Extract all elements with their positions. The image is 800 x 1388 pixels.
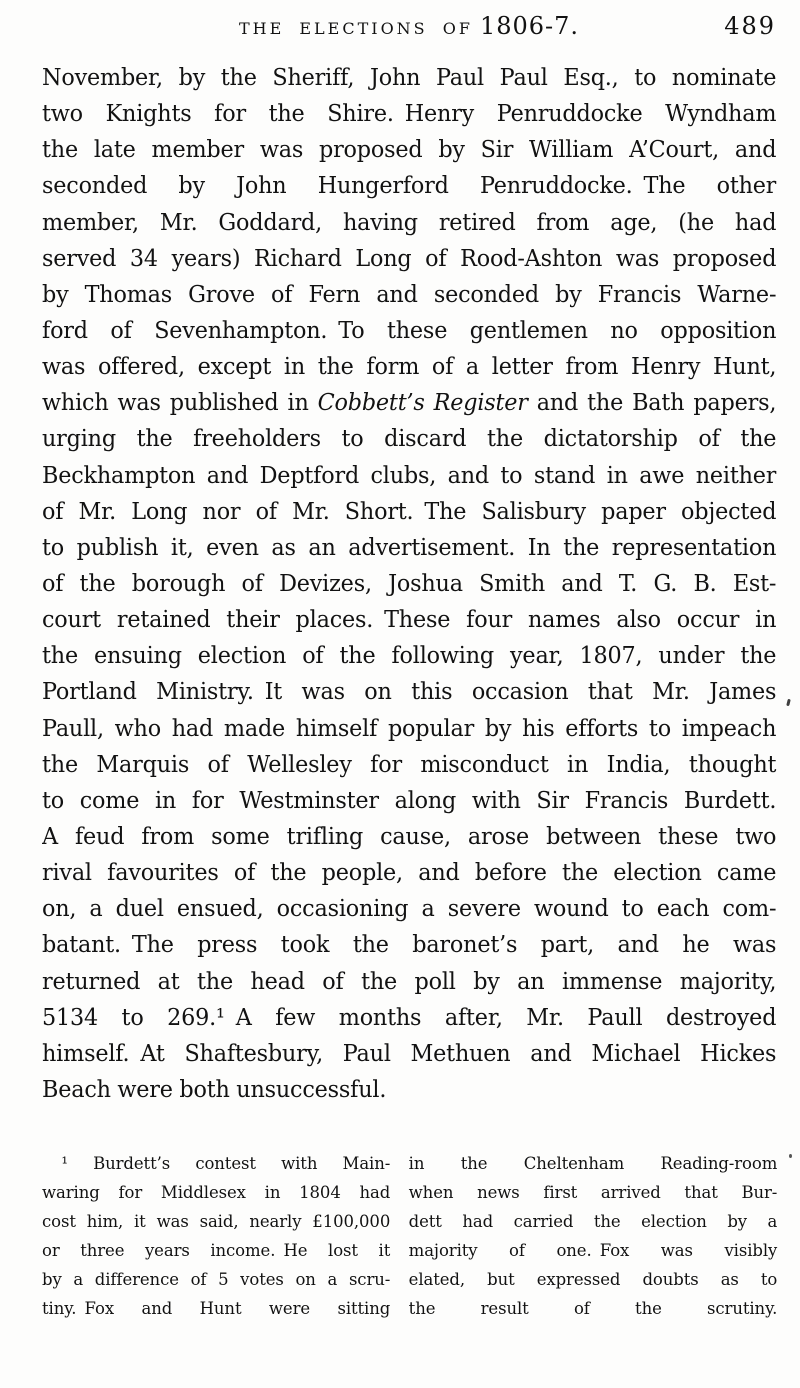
body-line: November, by the Sheriff, John Paul Paul Esq., to nominate [42, 65, 777, 91]
footnote-line: by a difference of 5 votes on a scru- [42, 1270, 391, 1290]
body-line: to publish it, even as an advertisement. In the representation [42, 534, 777, 561]
footnote-line: the result of the scrutiny. [408, 1299, 778, 1319]
footnote-column-left [42, 1150, 390, 1324]
footnote-line: tiny. Fox and Hunt were sitting [42, 1299, 391, 1319]
footnote-line: ¹ Burdett’s contest with Main- [61, 1154, 391, 1174]
footnote-line: elated, but expressed doubts as to [408, 1270, 778, 1290]
body-line: the late member was proposed by Sir William A’Court, and [42, 137, 777, 164]
footnote-column-right [409, 1150, 778, 1324]
footnote-line: when news first arrived that Bur- [408, 1183, 778, 1203]
body-line: was offered, except in the form of a letter from Henry Hunt, [42, 354, 777, 381]
body-line: Paull, who had made himself popular by his efforts to impeach [42, 715, 777, 742]
footnote-line: dett had carried the election by a [408, 1212, 778, 1232]
page-number: 489 [724, 12, 776, 40]
body-line: A feud from some trifling cause, arose between these two [42, 823, 777, 850]
body-line: returned at the head of the poll by an immense majority, [42, 968, 777, 995]
footnote-line: or three years income. He lost it [42, 1241, 391, 1261]
running-title-text: THE ELECTIONS OF [238, 19, 473, 38]
footnote-line: majority of one. Fox was visibly [408, 1241, 778, 1261]
body-line: Beckhampton and Deptford clubs, and to stand in awe neither [42, 462, 777, 489]
body-line: rival favourites of the people, and before the election came [42, 860, 777, 887]
body-line: Beach were both unsuccessful. [42, 1076, 387, 1103]
body-text [42, 60, 776, 1108]
body-line: himself. At Shaftesbury, Paul Methuen and Michael Hickes [42, 1040, 777, 1067]
footnote-line: waring for Middlesex in 1804 had [42, 1183, 391, 1203]
scan-speck [786, 699, 791, 707]
body-line: two Knights for the Shire. Henry Penruddocke Wyndham [42, 101, 777, 128]
italic-text: Cobbett’s Register [317, 390, 528, 417]
body-line: which was published in Cobbett’s Register and the Bath papers, [42, 390, 777, 417]
body-line: to come in for Westminster along with Sir Francis Burdett. [42, 787, 777, 814]
body-line: of Mr. Long nor of Mr. Short. The Salisbury paper objected [42, 498, 777, 525]
footnotes [42, 1150, 777, 1324]
running-title-year: 1806-7. [479, 12, 580, 40]
body-line: seconded by John Hungerford Penruddocke. The other [42, 173, 777, 200]
scan-speck [789, 1154, 792, 1158]
body-line: served 34 years) Richard Long of Rood-Ashton was proposed [42, 245, 777, 272]
body-line: batant. The press took the baronet’s part, and he was [42, 932, 777, 959]
body-line: of the borough of Devizes, Joshua Smith and T. G. B. Est- [42, 570, 777, 597]
body-line: the Marquis of Wellesley for misconduct in India, thought [42, 751, 777, 778]
body-line: ford of Sevenhampton. To these gentlemen no opposition [42, 317, 777, 344]
body-line: Portland Ministry. It was on this occasion that Mr. James [42, 679, 777, 706]
body-line: by Thomas Grove of Fern and seconded by Francis Warne- [42, 281, 777, 308]
body-line: urging the freeholders to discard the dictatorship of the [42, 426, 777, 453]
footnote-line: in the Cheltenham Reading-room [408, 1154, 778, 1174]
running-title [42, 12, 776, 43]
body-line: member, Mr. Goddard, having retired from age, (he had [42, 209, 777, 236]
page-header [42, 12, 776, 42]
footnote-line: cost him, it was said, nearly £100,000 [42, 1212, 391, 1232]
body-line: on, a duel ensued, occasioning a severe wound to each com- [42, 896, 777, 923]
body-line: the ensuing election of the following year, 1807, under the [42, 643, 777, 670]
body-line: court retained their places. These four names also occur in [42, 607, 777, 634]
body-line: 5134 to 269.¹ A few months after, Mr. Paull destroyed [42, 1004, 777, 1031]
